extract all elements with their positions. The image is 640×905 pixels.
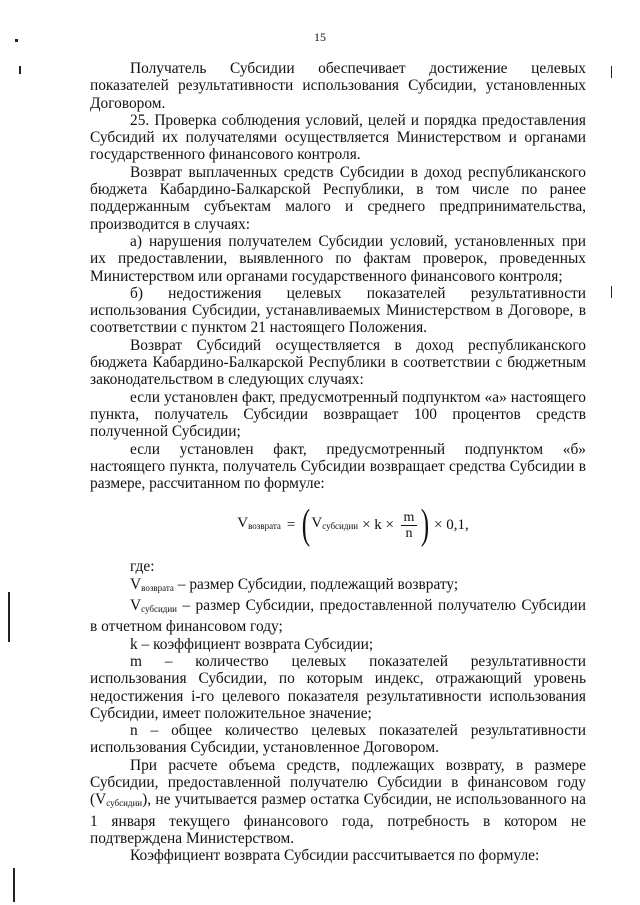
definition: $V_{субсидии}$ – размер Субсидии, предоставленной получателю Субсидии в отчетном финансовом году; [90, 597, 586, 636]
scan-mark-left-bar [8, 592, 10, 642]
paragraph: 25. Проверка соблюдения условий, целей и порядка предоставления Субсидий их получателями осуществляется Министерством и органами государственного финансового контроля. [90, 111, 586, 164]
formula-tail: × 0,1, [434, 516, 469, 533]
formula [120, 492, 586, 558]
formula-fraction [401, 510, 417, 541]
paragraph: Коэффициент возврата Субсидии рассчитывается по формуле: [130, 847, 540, 865]
paragraph: Возврат выплаченных средств Субсидии в доход республиканского бюджета Кабардино-Балкарской Республики, в том числе по ранее поддержанным субъектам малого и среднего предпринимательства, производится в случаях: [90, 163, 586, 233]
formula-open-paren: ( [302, 502, 311, 549]
paragraph: если установлен факт, предусмотренный подпунктом «б» настоящего пункта, получатель Субсидии возвращает средства Субсидии в размере, рассчитанном по формуле: [90, 440, 586, 493]
formula-equals: = [286, 516, 296, 533]
scan-mark-left-bottom [13, 868, 15, 902]
scan-mark-right-1 [611, 66, 612, 78]
paragraph: Возврат Субсидий осуществляется в доход республиканского бюджета Кабардино-Балкарской Республики в соответствии с бюджетным законодательством в следующих случаях: [90, 336, 586, 389]
scan-mark-tick [19, 66, 21, 74]
paragraph: m – количество целевых показателей результативности использования Субсидии, по которым индекс, отражающий уровень недостижения i-го целевого показателя результативности использования Субсидии, имеет положительное значение; [90, 652, 586, 722]
definition: $V_{возврата}$ – размер Субсидии, подлежащий возврату; [130, 575, 459, 593]
paragraph: где: [130, 558, 155, 576]
page-number: 15 [314, 30, 326, 44]
paragraph: если установлен факт, предусмотренный подпунктом «а» настоящего пункта, получатель Субсидии возвращает 100 процентов средств полученной Субсидии; [90, 388, 586, 441]
paragraph: Получатель Субсидии обеспечивает достижение целевых показателей результативности использования Субсидии, установленных Договором. [90, 60, 586, 112]
formula-numerator: m [403, 509, 415, 525]
formula-v-subsidy: $V_{субсидии}$ [311, 515, 359, 532]
paragraph: б) недостижения целевых показателей результативности использования Субсидии, устанавливаемых Министерством в Договоре, в соответствии с пунктом 21 настоящего Положения. [90, 284, 586, 337]
scan-mark-right-2 [611, 286, 612, 298]
formula-lhs: $V_{возврата}$ [237, 515, 281, 532]
paragraph: При расчете объема средств, подлежащих возврату, в размере Субсидии, предоставленной получателю Субсидии в финансовом году $(V_{субсидии})$, не учитывается размер остатка Субсидии, не использованного на 1 января текущего финансового года, потребность в котором не подтверждена Министерством. [90, 756, 586, 847]
document-body [90, 60, 586, 864]
formula-close-paren: ) [420, 502, 430, 549]
paragraph: n – общее количество целевых показателей результативности использования Субсидии, установленное Договором. [90, 722, 586, 757]
formula-times-k: × k × [362, 516, 394, 533]
paragraph: а) нарушения получателем Субсидии условий, установленных при их предоставлении, выявленного по фактам проверок, проведенных Министерством или органами государственного финансового контроля; [90, 232, 586, 285]
formula-denominator: n [405, 525, 413, 541]
paragraph: k – коэффициент возврата Субсидии; [130, 635, 374, 653]
